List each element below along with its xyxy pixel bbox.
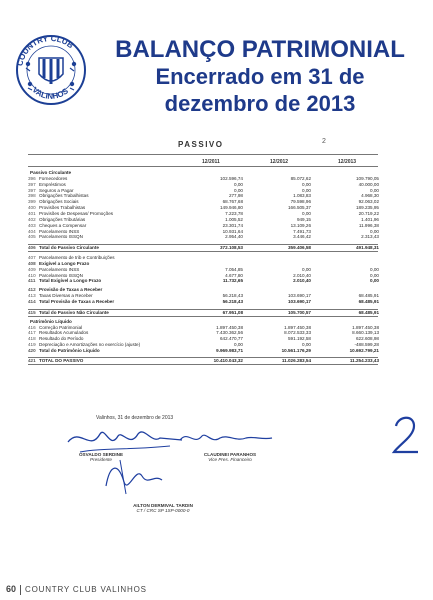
row-code: 397	[28, 181, 36, 187]
row-value: 13.109,26	[290, 222, 311, 228]
svg-text:VALINHOS: VALINHOS	[30, 85, 70, 101]
title-line-2: Encerrado em 31 de	[155, 64, 365, 89]
row-value: 8.660.139,13	[352, 330, 379, 336]
row-code: 407	[28, 255, 36, 261]
row-code: 404	[28, 228, 36, 234]
row-value: 11.026.283,54	[281, 357, 311, 363]
signatory-name: CLAUDINEI PARANHOS	[203, 452, 257, 457]
row-label: Total Exigível a Longo Prazo	[39, 278, 102, 284]
row-value: 92.063,02	[358, 199, 379, 205]
row-code: 409	[28, 266, 36, 272]
table-total-row	[28, 357, 378, 365]
signatory-name: OSVALDO SERDINE	[78, 452, 124, 457]
row-value: 10.931,64	[222, 228, 243, 234]
row-value: 166.505,37	[288, 205, 311, 211]
row-value: 491.948,31	[356, 245, 379, 251]
row-label: Seguros a Pagar	[39, 187, 74, 193]
row-value: 0,00	[234, 187, 243, 193]
row-code: 417	[28, 330, 36, 336]
signature-block-president	[56, 452, 146, 462]
row-value: 2.010,40	[293, 272, 311, 278]
row-value: 56.218,43	[222, 293, 243, 299]
row-label: Total Provisão de Taxas a Receber	[39, 299, 115, 304]
signature-vice-president	[176, 428, 276, 448]
row-value: 0,00	[370, 272, 379, 278]
row-label: Parcelamento de trib e Contribuições	[39, 255, 115, 261]
row-value: 0,00	[234, 181, 243, 187]
header-rule-bottom	[28, 166, 378, 167]
signature-block-accountant	[108, 503, 218, 513]
row-label: Exigível a Longo Prazo	[39, 260, 90, 266]
row-value: 23.301,74	[222, 222, 243, 228]
row-value: 4.677,80	[225, 272, 243, 278]
row-label: Patrimônio Líquido	[30, 318, 72, 324]
row-code: 406	[28, 245, 36, 251]
row-value: 359.406,58	[288, 245, 311, 251]
row-value: 0,00	[370, 187, 379, 193]
row-code: 398	[28, 193, 36, 199]
page-footer	[6, 584, 147, 595]
row-label: Parcelamento INSS	[39, 266, 80, 272]
page-title	[100, 36, 420, 117]
title-line-1: BALANÇO PATRIMONIAL	[115, 36, 405, 63]
row-code: 416	[28, 324, 36, 330]
row-code: 403	[28, 222, 36, 228]
row-value: 103.690,17	[288, 299, 311, 304]
row-code: 401	[28, 210, 36, 216]
row-label: Total do Passivo Circulante	[39, 245, 99, 251]
row-code: 408	[28, 260, 36, 266]
row-value: 10.561.176,29	[281, 347, 311, 353]
row-label: Provisões Trabalhistas	[39, 205, 86, 211]
signatory-role: CT / CRC SP 1SP-0000-0	[136, 508, 190, 513]
row-value: 7.491,73	[293, 228, 311, 234]
row-value: 642.470,77	[220, 336, 243, 342]
column-header-2013: 12/2013	[338, 159, 357, 165]
row-value: 2.010,40	[293, 278, 311, 284]
row-code: 396	[28, 175, 36, 181]
row-value: 0,00	[302, 187, 311, 193]
signatory-role: Vice Pres. Financeiro	[208, 457, 252, 462]
row-label: Total do Passivo Não Circulante	[39, 309, 109, 315]
row-value: 7.223,78	[225, 210, 243, 216]
row-value: 67.951,08	[222, 309, 243, 315]
row-code: 405	[28, 234, 36, 240]
row-code: 397	[28, 187, 36, 193]
row-value: 149.946,80	[220, 205, 243, 211]
place-date: Valinhos, 31 de dezembro de 2013	[96, 415, 174, 421]
row-code: 402	[28, 216, 36, 222]
row-value: 8.072.533,33	[284, 330, 311, 336]
row-value: 11.996,38	[358, 222, 379, 228]
club-logo	[12, 28, 90, 112]
row-label: Parcelamento INSS	[39, 228, 80, 234]
row-value: 79.598,96	[290, 199, 311, 205]
row-label: Obrigações Sociais	[39, 199, 79, 205]
table-row	[28, 299, 378, 305]
signatory-name: AILTON DERMIVAL TARDIN	[133, 503, 193, 508]
row-value: 68.767,68	[222, 199, 243, 205]
row-code: 421	[28, 357, 36, 363]
row-value: 189.235,95	[356, 205, 379, 211]
row-code: 415	[28, 309, 36, 315]
row-label: Obrigações Tributárias	[39, 216, 86, 222]
row-code: 399	[28, 199, 36, 205]
column-header-2012: 12/2012	[270, 159, 289, 165]
column-header-2011: 12/2011	[202, 159, 220, 165]
row-code: 410	[28, 272, 36, 278]
row-value: -488.599,28	[354, 342, 379, 348]
row-value: 68.485,91	[358, 309, 379, 315]
row-value: 1.083,83	[293, 193, 311, 199]
row-label: Cheques a Compensar	[39, 222, 87, 228]
table-total-row	[28, 309, 378, 317]
section-title: PASSIVO	[178, 140, 224, 149]
handwritten-page-mark	[388, 412, 424, 460]
row-value: 102.596,74	[220, 175, 243, 181]
signature-block-vice-president	[180, 452, 280, 462]
row-code: 412	[28, 287, 36, 293]
row-label: Empréstimos	[39, 181, 66, 187]
row-value: 277,98	[228, 193, 243, 199]
column-mark: 2	[322, 138, 326, 145]
row-code: 414	[28, 299, 36, 304]
row-value: 1.401,96	[361, 216, 379, 222]
row-value: 0,00	[302, 210, 311, 216]
row-value: 2.313,43	[361, 234, 379, 240]
row-value: 103.690,17	[288, 293, 311, 299]
row-value: 9.969.983,71	[216, 347, 243, 353]
row-code: 420	[28, 347, 36, 353]
row-label: Total do Patrimônio Líquido	[39, 347, 100, 353]
row-value: 1.005,52	[225, 216, 243, 222]
row-label: Obrigações Trabalhistas	[39, 193, 89, 199]
row-code: 400	[28, 205, 36, 211]
row-value: 1.897.450,38	[352, 324, 379, 330]
row-label: Provisão de Taxas a Receber	[39, 287, 103, 293]
row-label: Provisões de Despesas/ Promoções	[39, 210, 114, 216]
row-value: 109.790,05	[356, 175, 379, 181]
row-value: 68.485,91	[358, 293, 379, 299]
row-label: Passivo Circulante	[30, 170, 72, 175]
row-value: 1.897.450,38	[216, 324, 243, 330]
row-value: 949,15	[296, 216, 311, 222]
row-value: 7.430.362,56	[216, 330, 243, 336]
row-value: 85.072,62	[290, 175, 311, 181]
row-value: 0,00	[234, 342, 243, 348]
row-label: Parcelamento ISSQN	[39, 234, 83, 240]
row-value: 56.218,43	[222, 299, 243, 304]
row-value: 0,00	[370, 266, 379, 272]
row-value: 10.692.799,21	[349, 347, 379, 353]
row-label: Taxas Diversas a Receber	[39, 293, 93, 299]
row-value: 3.446,42	[293, 234, 311, 240]
row-value: 20.719,22	[358, 210, 379, 216]
page-number: 60	[6, 584, 17, 594]
row-code: 418	[28, 336, 36, 342]
row-value: 105.700,57	[288, 309, 311, 315]
row-value: 68.485,91	[358, 299, 379, 304]
row-value: 0,00	[370, 278, 379, 284]
row-code: 413	[28, 293, 36, 299]
row-value: 0,00	[302, 181, 311, 187]
row-label: Fornecedores	[39, 175, 68, 181]
table-total-row	[28, 244, 378, 252]
svg-text:COUNTRY CLUB: COUNTRY CLUB	[15, 33, 76, 67]
row-value: 11.732,65	[222, 278, 243, 284]
header-rule-top	[28, 154, 378, 155]
row-value: 0,00	[302, 266, 311, 272]
row-value: 372.108,53	[220, 245, 243, 251]
row-label: Resultados Acumulados	[39, 330, 89, 336]
table-row	[28, 278, 378, 284]
row-label: TOTAL DO PASSIVO	[39, 357, 84, 363]
row-label: Correção Patrimonial	[39, 324, 83, 330]
row-code: 411	[28, 278, 36, 284]
row-label: Parcelamento ISSQN	[39, 272, 83, 278]
row-label: Depreciação e Amortizações no exercício (ajuste)	[39, 342, 141, 348]
row-value: 11.254.233,43	[349, 357, 379, 363]
row-value: 0,00	[370, 228, 379, 234]
row-value: 591.192,58	[288, 336, 311, 342]
footer-divider	[20, 585, 21, 595]
table-row	[28, 348, 378, 354]
row-value: 10.410.043,32	[213, 357, 243, 363]
title-line-3: dezembro de 2013	[164, 91, 356, 116]
row-value: 1.897.450,38	[284, 324, 311, 330]
row-value: 7.054,85	[225, 266, 243, 272]
row-value: 40.000,00	[358, 181, 379, 187]
signature-accountant	[96, 456, 166, 498]
row-label: Resultado do Período	[39, 336, 84, 342]
row-value: 622.608,98	[356, 336, 379, 342]
row-code: 419	[28, 342, 36, 348]
signatory-role: Presidente	[90, 457, 112, 462]
table-row	[28, 234, 378, 240]
row-value: 2.954,40	[225, 234, 243, 240]
publication-name: COUNTRY CLUB VALINHOS	[25, 585, 147, 594]
row-value: 4.968,30	[361, 193, 379, 199]
row-value: 0,00	[302, 342, 311, 348]
